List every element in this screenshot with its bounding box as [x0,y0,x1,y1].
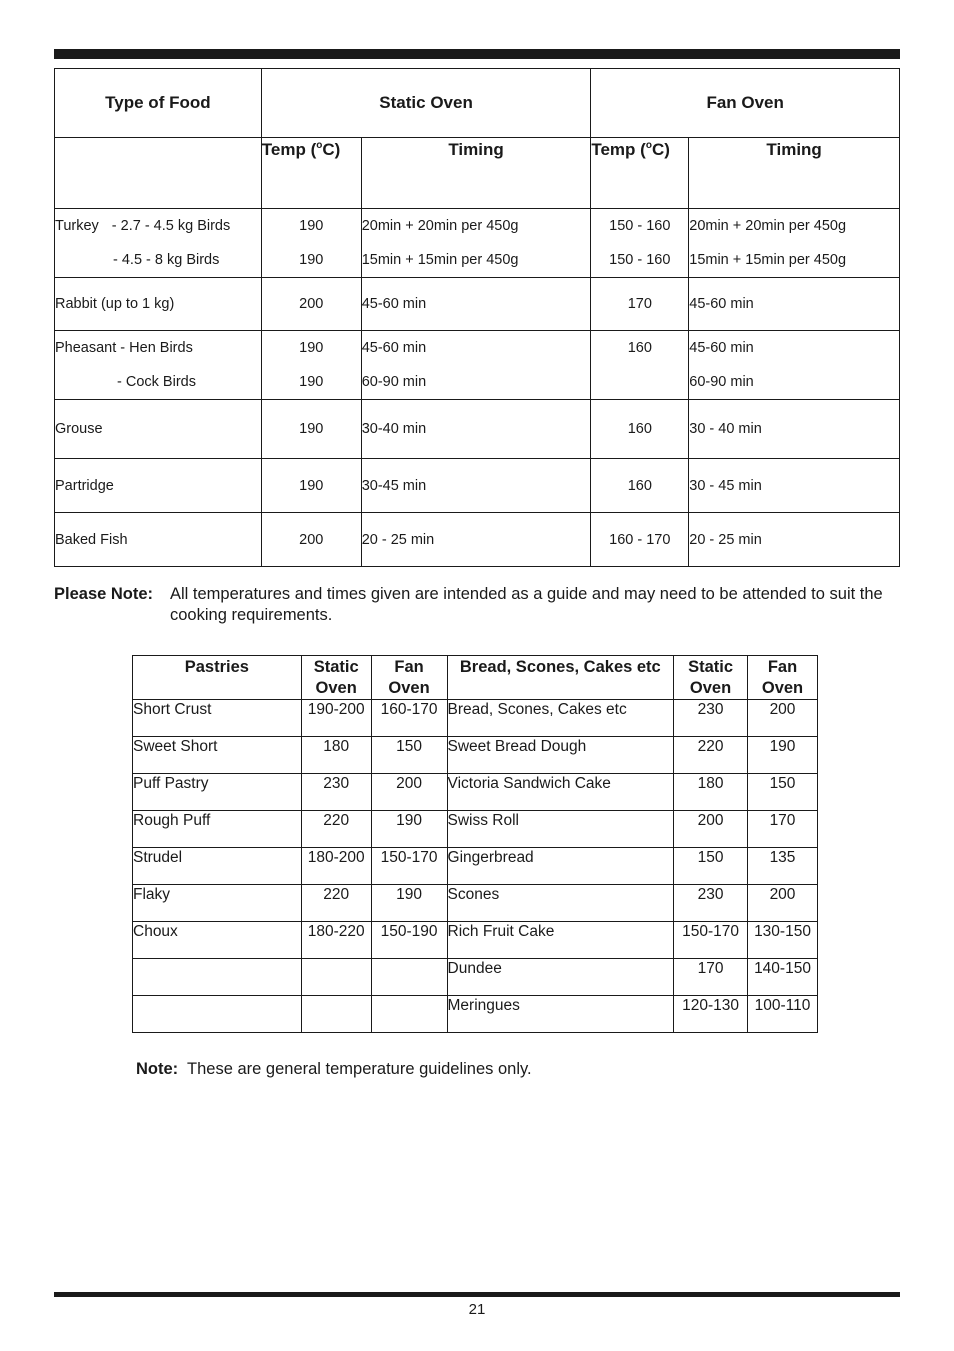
bread-fan-cell: 200 [748,700,818,737]
static-timing-cell: 45-60 min [361,278,591,331]
pastry-fan-cell: 190 [371,811,447,848]
pastry-cell: Rough Puff [133,811,302,848]
pastry-fan-cell [371,959,447,996]
note [136,1060,532,1079]
pastry-static-cell: 230 [301,774,371,811]
table-row [133,959,818,996]
pastry-fan-cell: 160-170 [371,700,447,737]
table-row [133,885,818,922]
bread-static-header: Static Oven [674,656,748,700]
table-row [55,513,900,567]
pastry-cell: Short Crust [133,700,302,737]
pastry-fan-cell: 150-170 [371,848,447,885]
bread-fan-cell: 135 [748,848,818,885]
pastry-static-cell: 180 [301,737,371,774]
bread-cell: Victoria Sandwich Cake [447,774,674,811]
bread-cell: Bread, Scones, Cakes etc [447,700,674,737]
static-timing-cell: 20min + 20min per 450g 15min + 15min per 450g [361,209,591,278]
fan-timing-cell: 20min + 20min per 450g 15min + 15min per 450g [689,209,900,278]
pastry-static-cell: 220 [301,885,371,922]
bread-static-cell: 170 [674,959,748,996]
bread-header: Bread, Scones, Cakes etc [447,656,674,700]
pastry-cell: Strudel [133,848,302,885]
fan-timing-header: Timing [689,138,900,209]
pastry-static-cell [301,959,371,996]
bottom-rule [54,1292,900,1297]
bake-header-row [133,656,818,700]
static-temp-cell: 190 190 [261,209,361,278]
pastry-static-cell: 180-220 [301,922,371,959]
bread-fan-cell: 100-110 [748,996,818,1033]
pastry-fan-cell: 190 [371,885,447,922]
please-note-text: All temperatures and times given are intended as a guide and may need to be attended to suit the cooking requirements. [170,585,883,624]
pastry-cell: Choux [133,922,302,959]
food-cell [55,209,262,278]
pastry-fan-cell: 150-190 [371,922,447,959]
bread-fan-cell: 170 [748,811,818,848]
static-timing-header: Timing [361,138,591,209]
table-row [55,331,900,400]
pastry-cell: Puff Pastry [133,774,302,811]
pastry-cell [133,959,302,996]
pastries-header: Pastries [133,656,302,700]
bread-fan-cell: 130-150 [748,922,818,959]
bread-static-cell: 230 [674,700,748,737]
static-timing-cell: 45-60 min 60-90 min [361,331,591,400]
bread-static-cell: 180 [674,774,748,811]
fan-timing-cell: 30 - 40 min [689,400,900,459]
pastry-cell [133,996,302,1033]
pastry-cell: Sweet Short [133,737,302,774]
bread-static-cell: 150 [674,848,748,885]
table-row [55,209,900,278]
table-row [133,774,818,811]
table-row [133,700,818,737]
bread-fan-cell: 190 [748,737,818,774]
fan-temp-cell: 170 [591,278,689,331]
bread-fan-cell: 150 [748,774,818,811]
bread-fan-cell: 140-150 [748,959,818,996]
note-text: These are general temperature guidelines only. [187,1060,532,1078]
food-variant: - 4.5 - 8 kg Birds [113,252,220,268]
bread-cell: Scones [447,885,674,922]
roast-subheader-row [55,138,900,209]
fan-temp-cell: 160 - 170 [591,513,689,567]
table-row [55,278,900,331]
pastry-cell: Flaky [133,885,302,922]
bread-fan-cell: 200 [748,885,818,922]
pastry-fan-cell: 200 [371,774,447,811]
table-row [133,737,818,774]
fan-timing-cell: 20 - 25 min [689,513,900,567]
food-cell: Rabbit (up to 1 kg) [55,278,262,331]
static-temp-cell: 200 [261,513,361,567]
static-timing-cell: 30-40 min [361,400,591,459]
fan-timing-cell: 45-60 min [689,278,900,331]
fan-temp-cell: 160 [591,459,689,513]
baking-temperatures-table [132,655,818,1033]
pastry-fan-cell [371,996,447,1033]
bake-table-body [133,700,818,1033]
food-name: Turkey [55,218,99,234]
roast-header-row [55,69,900,138]
food-cell: Baked Fish [55,513,262,567]
static-timing-cell: 20 - 25 min [361,513,591,567]
static-oven-header: Static Oven [261,69,591,138]
bread-cell: Sweet Bread Dough [447,737,674,774]
pastry-static-cell: 190-200 [301,700,371,737]
food-variant: - 2.7 - 4.5 kg Birds [111,218,231,234]
table-row [55,400,900,459]
pastry-fan-cell: 150 [371,737,447,774]
bread-cell: Swiss Roll [447,811,674,848]
table-row [133,922,818,959]
food-name: Pheasant - Hen Birds [55,340,193,356]
food-cell: Grouse [55,400,262,459]
table-row [133,848,818,885]
pastry-static-cell: 220 [301,811,371,848]
bread-cell: Rich Fruit Cake [447,922,674,959]
bread-static-cell: 150-170 [674,922,748,959]
pastry-static-cell [301,996,371,1033]
note-label: Note: [136,1060,179,1078]
fan-temp-cell: 160 [591,400,689,459]
food-cell: Partridge [55,459,262,513]
empty-subheader-cell [55,138,262,209]
page-number: 21 [468,1301,486,1318]
fan-oven-header: Fan Oven [591,69,900,138]
static-temp-header: Temp ($^o$C) [261,138,361,209]
bread-cell: Meringues [447,996,674,1033]
bread-cell: Dundee [447,959,674,996]
food-cell [55,331,262,400]
static-temp-cell: 190 [261,459,361,513]
bread-static-cell: 120-130 [674,996,748,1033]
please-note-label: Please Note: [54,585,154,603]
static-timing-cell: 30-45 min [361,459,591,513]
fan-temp-cell: 150 - 160 150 - 160 [591,209,689,278]
pastry-static-cell: 180-200 [301,848,371,885]
type-of-food-header: Type of Food [55,69,262,138]
static-temp-cell: 190 190 [261,331,361,400]
static-temp-cell: 200 [261,278,361,331]
table-row [133,811,818,848]
bread-fan-header: Fan Oven [748,656,818,700]
bread-cell: Gingerbread [447,848,674,885]
table-row [55,459,900,513]
fan-timing-cell: 30 - 45 min [689,459,900,513]
bread-static-cell: 230 [674,885,748,922]
fan-timing-cell: 45-60 min 60-90 min [689,331,900,400]
fan-temp-header: Temp ($^o$C) [591,138,689,209]
top-rule [54,49,900,59]
roasting-times-table [54,68,900,567]
bread-static-cell: 200 [674,811,748,848]
pastry-static-header: Static Oven [301,656,371,700]
static-temp-cell: 190 [261,400,361,459]
bread-static-cell: 220 [674,737,748,774]
fan-temp-cell: 160 [591,331,689,400]
table-row [133,996,818,1033]
food-variant: - Cock Birds [117,374,196,390]
pastry-fan-header: Fan Oven [371,656,447,700]
